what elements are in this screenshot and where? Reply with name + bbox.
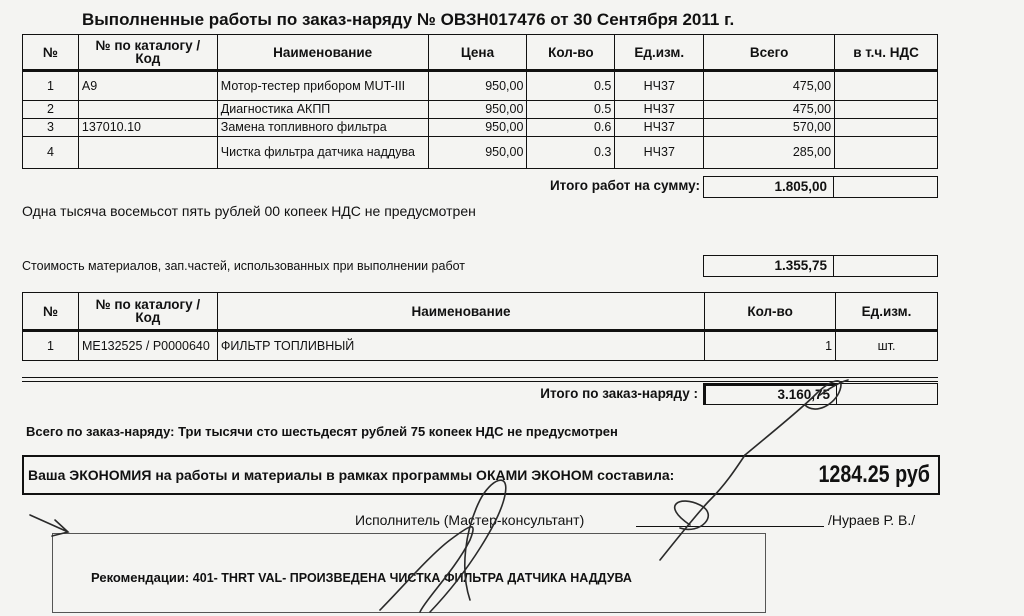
cell-code: 137010.10 [78,119,217,137]
cell-total: 475,00 [704,101,835,119]
cell-price: 950,00 [428,71,527,101]
cell-n: 1 [23,331,79,361]
cell-total: 285,00 [704,137,835,169]
cell-qty: 0.6 [527,119,615,137]
cell-n: 3 [23,119,79,137]
executor-name: /Нураев Р. В./ [828,512,916,528]
arrow-stroke [30,515,68,536]
economy-value: 1284.25 руб [818,461,930,488]
works-total-words: Одна тысяча восемьсот пять рублей 00 копеек НДС не предусмотрен [22,203,476,219]
cell-qty: 0.5 [527,71,615,101]
cell-price: 950,00 [428,137,527,169]
cell-price: 950,00 [428,119,527,137]
col-header: Наименование [217,35,428,71]
cell-unit: НЧ37 [615,101,704,119]
executor-label: Исполнитель (Мастер-консультант) [355,512,585,528]
cell-code: ME132525 / P0000640 [78,331,217,361]
cell-qty: 1 [705,331,836,361]
col-header: № [23,293,79,331]
materials-cost-label: Стоимость материалов, зап.частей, использованных при выполнении работ [22,259,466,273]
cell-name: Чистка фильтра датчика наддува [217,137,428,169]
cell-total: 570,00 [704,119,835,137]
cell-name: Мотор-тестер прибором MUT-III [217,71,428,101]
col-header: Ед.изм. [836,293,938,331]
cell-name: ФИЛЬТР ТОПЛИВНЫЙ [217,331,704,361]
col-header: в т.ч. НДС [835,35,938,71]
signature-stroke [675,501,709,529]
signature-stroke [380,527,473,612]
materials-cost-value: 1.355,75 [703,255,834,277]
order-total-words: Всего по заказ-наряду: Три тысячи сто шестьдесят рублей 75 копеек НДС не предусмотрен [26,424,618,439]
cell-total: 475,00 [704,71,835,101]
cell-n: 4 [23,137,79,169]
cell-unit: НЧ37 [615,119,704,137]
col-header: Цена [428,35,527,71]
cell-name: Замена топливного фильтра [217,119,428,137]
signature-stroke [430,480,506,612]
document-title: Выполненные работы по заказ-наряду № ОВЗН017476 от 30 Сентября 2011 г. [82,10,735,29]
works-total-label: Итого работ на сумму: [549,178,700,193]
col-header: Кол-во [705,293,836,331]
cell-qty: 0.3 [527,137,615,169]
recommendations-text: 401- THRT VAL- ПРОИЗВЕДЕНА ЧИСТКА ФИЛЬТРА ДАТЧИКА НАДДУВА [192,571,632,585]
cell-unit: НЧ37 [615,71,704,101]
signature-stroke [660,455,745,560]
cell-n: 2 [23,101,79,119]
col-header: Ед.изм. [615,35,704,71]
cell-n: 1 [23,71,79,101]
col-header: Наименование [217,293,704,331]
works-total-value: 1.805,00 [703,176,834,198]
col-header: № по каталогу / Код [78,293,217,331]
col-header: № по каталогу / Код [78,35,217,71]
col-header: Всего [704,35,835,71]
cell-unit: НЧ37 [615,137,704,169]
cell-price: 950,00 [428,101,527,119]
signature-stroke [745,381,841,455]
cell-unit: шт. [836,331,938,361]
col-header: № [23,35,79,71]
cell-qty: 0.5 [527,101,615,119]
col-header: Кол-во [527,35,615,71]
order-total-label: Итого по заказ-наряду : [540,386,698,401]
cell-code: A9 [78,71,217,101]
economy-text: Ваша ЭКОНОМИЯ на работы и материалы в рамках программы ОКАМИ ЭКОНОМ составила: [28,467,675,483]
order-total-value: 3.160,75 [703,383,837,405]
recommendations-label: Рекомендации: [91,570,190,585]
cell-name: Диагностика АКПП [217,101,428,119]
